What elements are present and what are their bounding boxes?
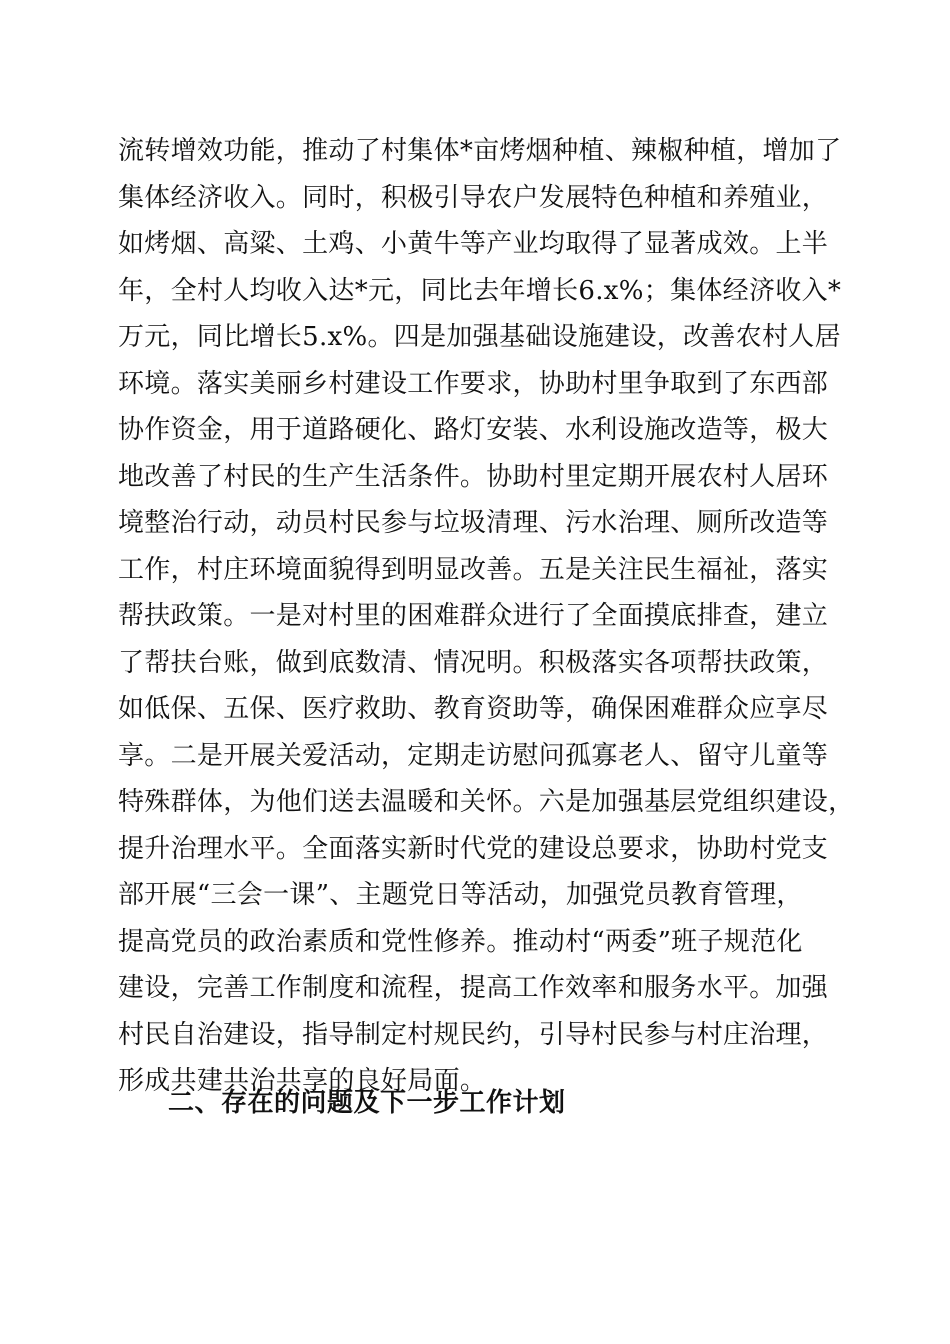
text-line-7: 协作资金，用于道路硬化、路灯安装、水利设施改造等，极大 bbox=[118, 415, 829, 445]
body-paragraph bbox=[118, 128, 855, 1105]
text-line-20: 村民自治建设，指导制定村规民约，引导村民参与村庄治理， bbox=[118, 1019, 829, 1050]
text-line-8: 地改善了村民的生产生活条件。协助村里定期开展农村人居环 bbox=[118, 461, 829, 492]
text-line-21: 形成共建共治共享的良好局面。 bbox=[118, 1066, 487, 1096]
text-line-12: 了帮扶台账，做到底数清、情况明。积极落实各项帮扶政策， bbox=[118, 647, 829, 678]
text-line-1: 流转增效功能，推动了村集体*亩烤烟种植、辣椒种植，增加了 bbox=[118, 136, 842, 166]
text-line-6: 环境。落实美丽乡村建设工作要求，协助村里争取到了东西部 bbox=[118, 368, 829, 399]
text-line-16: 提升治理水平。全面落实新时代党的建设总要求，协助村党支 bbox=[118, 833, 829, 864]
text-line-15: 特殊群体，为他们送去温暖和关怀。六是加强基层党组织建设， bbox=[118, 787, 855, 817]
text-line-5: 万元，同比增长5.x%。四是加强基础设施建设，改善农村人居 bbox=[118, 322, 841, 352]
section-heading: 二、存在的问题及下一步工作计划 bbox=[168, 1088, 566, 1118]
text-line-2: 集体经济收入。同时，积极引导农户发展特色种植和养殖业， bbox=[118, 182, 829, 213]
text-line-13: 如低保、五保、医疗救助、教育资助等，确保困难群众应享尽 bbox=[118, 694, 829, 724]
text-line-18: 提高党员的政治素质和党性修养。推动村“两委”班子规范化 bbox=[118, 926, 803, 957]
text-line-10: 工作，村庄环境面貌得到明显改善。五是关注民生福祉，落实 bbox=[118, 554, 829, 585]
text-line-19: 建设，完善工作制度和流程，提高工作效率和服务水平。加强 bbox=[118, 973, 829, 1003]
text-line-11: 帮扶政策。一是对村里的困难群众进行了全面摸底排查，建立 bbox=[118, 601, 829, 631]
text-line-3: 如烤烟、高粱、土鸡、小黄牛等产业均取得了显著成效。上半 bbox=[118, 229, 829, 259]
text-line-4: 年，全村人均收入达*元，同比去年增长6.x%；集体经济收入* bbox=[118, 275, 842, 306]
text-line-14: 享。二是开展关爱活动，定期走访慰问孤寡老人、留守儿童等 bbox=[118, 740, 829, 771]
text-line-9: 境整治行动，动员村民参与垃圾清理、污水治理、厕所改造等 bbox=[118, 508, 829, 538]
text-line-17: 部开展“三会一课”、主题党日等活动，加强党员教育管理， bbox=[118, 880, 803, 910]
